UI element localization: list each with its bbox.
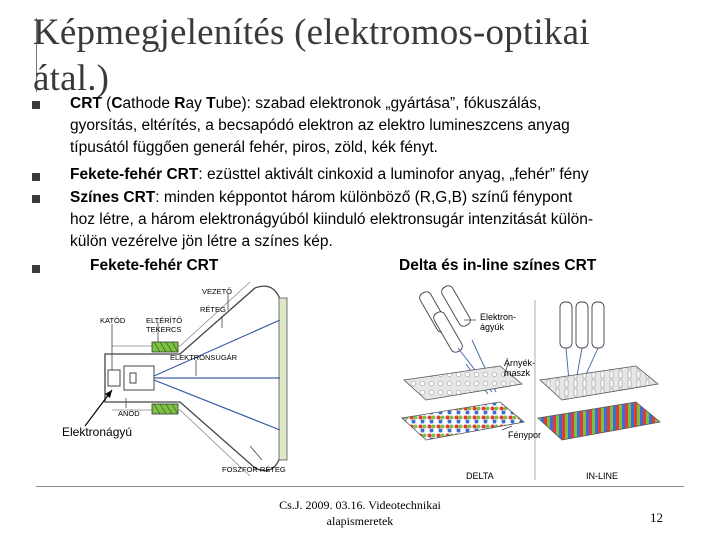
- text-run: (: [101, 95, 112, 112]
- footer-line-2: alapismeretek: [326, 514, 394, 528]
- text-run: hoz létre, a három elektronágyúból kiinduló elektronsugár intenzitását külön-: [70, 211, 593, 228]
- text-run: R: [174, 95, 186, 112]
- label-elektronagyuk-1: Elektron-: [480, 312, 517, 322]
- bullet-marker-3: [32, 195, 40, 203]
- text-run: : ezüsttel aktivált cinkoxid a luminofor anyag, „fehér” fény: [198, 166, 589, 183]
- label-delta: DELTA: [466, 471, 494, 481]
- inline-phosphor: [538, 402, 660, 440]
- text-run: gyorsítás, eltérítés, a becsapódó elektron az elektro lumineszcens anyag: [70, 117, 570, 134]
- bw-crt-diagram: [50, 280, 320, 500]
- footer-text: [240, 497, 480, 529]
- bullet-line: [70, 137, 570, 159]
- label-katod: KATÓD: [100, 316, 126, 325]
- text-run: T: [206, 95, 216, 112]
- text-run: Fekete-fehér CRT: [70, 166, 199, 183]
- page-number: 12: [650, 510, 663, 525]
- label-elektronsugar: ELEKTRONSUGÁR: [170, 353, 238, 362]
- bullet-line: [70, 115, 570, 137]
- inline-shadow-mask: [540, 366, 658, 400]
- bullet-line: [70, 93, 570, 115]
- bullet-line: [70, 187, 593, 209]
- label-inline: IN-LINE: [586, 471, 619, 481]
- text-run: athode: [122, 95, 175, 112]
- bullet-line: [70, 231, 593, 253]
- text-run: Színes CRT: [70, 189, 156, 206]
- label-elektronagyuk-2: ágyúk: [480, 322, 505, 332]
- text-run: ay: [185, 95, 207, 112]
- label-anod: ANÓD: [118, 409, 140, 418]
- text-run: ube): szabad elektronok „gyártása”, fókuszálás,: [215, 95, 542, 112]
- slide-title-line-2: átal.): [33, 58, 110, 99]
- color-crt-diagram: [400, 280, 670, 490]
- label-vezeto: VEZETŐ: [202, 287, 233, 296]
- bullet-line: [70, 164, 589, 186]
- label-fenypor: Fénypor: [508, 430, 542, 440]
- bullet-text-crt: [70, 93, 570, 159]
- bullet-marker-1: [32, 101, 40, 109]
- footer-line-1: Cs.J. 2009. 03.16. Videotechnikai: [279, 498, 441, 512]
- label-elektronagyu: Elektronágyú: [62, 425, 133, 439]
- bullet-text-bw-crt: [70, 164, 589, 186]
- text-run: : minden képpontot három különböző (R,G,B) színű fénypont: [155, 189, 573, 206]
- text-run: típusától függően generál fehér, piros, zöld, kék fényt.: [70, 139, 438, 156]
- bullet-text-color-crt: [70, 187, 593, 253]
- label-eltérito: ELTÉRÍTŐ: [146, 316, 183, 325]
- label-arnyekmaszk-1: Árnyék-: [504, 358, 536, 368]
- figure-label-bw: Fekete-fehér CRT: [90, 257, 219, 274]
- text-run: CRT: [70, 95, 102, 112]
- footer-divider: [36, 486, 684, 487]
- label-reteg: RÉTEG: [200, 305, 226, 314]
- bullet-marker-4: [32, 265, 40, 273]
- inline-guns: [560, 302, 604, 348]
- label-foszfor-reteg: FOSZFOR RÉTEG: [222, 465, 286, 474]
- figure-label-color: Delta és in-line színes CRT: [399, 257, 597, 274]
- text-run: külön vezérelve jön létre a színes kép.: [70, 233, 333, 250]
- label-arnyekmaszk-2: maszk: [504, 368, 531, 378]
- slide-title-line-1: Képmegjelenítés (elektromos-optikai: [33, 12, 590, 53]
- delta-guns: [418, 284, 472, 354]
- electron-gun-anode: [124, 366, 154, 390]
- slide-title: [33, 10, 590, 102]
- text-run: C: [111, 95, 123, 112]
- phosphor-screen: [279, 298, 287, 460]
- label-tekercs: TEKERCS: [146, 325, 182, 334]
- bullet-marker-2: [32, 173, 40, 181]
- delta-phosphor: [402, 402, 524, 440]
- bullet-line: [70, 209, 593, 231]
- electron-gun-cathode: [108, 370, 120, 386]
